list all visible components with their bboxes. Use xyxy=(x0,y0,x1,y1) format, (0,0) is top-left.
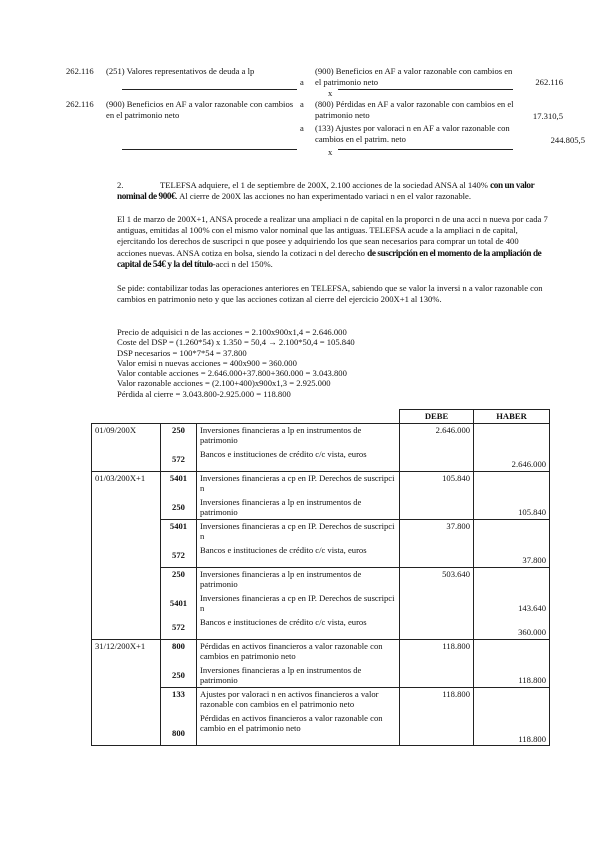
account-description: Inversiones financieras a cp en IP. Derechos de suscripci n xyxy=(200,592,395,613)
account-descriptions-cell xyxy=(197,519,400,567)
entry1-x-marker: x xyxy=(328,88,333,98)
problem-p2-bold: de suscripción en el momento de la ampliación de capital de 54€ y la del título xyxy=(117,247,542,269)
journal-date-empty xyxy=(92,687,161,746)
account-description: Inversiones financieras a lp en instrumentos de patrimonio xyxy=(200,664,362,685)
entry1-rule-right xyxy=(338,89,513,90)
debe-amount xyxy=(403,665,470,686)
account-description: Inversiones financieras a cp en IP. Derechos de suscripci n xyxy=(200,520,395,541)
journal-header-row xyxy=(92,410,550,424)
debe-amounts-cell xyxy=(400,471,474,519)
account-description: Pérdidas en activos financieros a valor razonable con cambios en patrimonio neto xyxy=(200,640,383,661)
account-description: Bancos e instituciones de crédito c/c vista, euros xyxy=(200,544,367,555)
debe-amounts-cell xyxy=(400,423,474,471)
journal-date: 01/03/200X+1 xyxy=(92,471,161,519)
problem-paragraph-1 xyxy=(117,180,549,202)
entry1-right-amount: 262.116 xyxy=(535,77,563,87)
debe-amount: 118.800 xyxy=(442,640,471,651)
debe-amount xyxy=(403,497,470,518)
haber-amount: 118.800 xyxy=(518,733,547,744)
journal-row xyxy=(92,519,550,567)
account-code: 5401 xyxy=(169,472,188,483)
journal-row xyxy=(92,567,550,639)
account-code: 572 xyxy=(172,621,185,632)
account-code: 572 xyxy=(172,453,185,464)
journal-header-blank xyxy=(92,410,400,424)
entry1-a-marker: a xyxy=(300,77,304,87)
haber-amount: 360.000 xyxy=(518,627,547,637)
debe-amount xyxy=(403,449,470,470)
account-code: 250 xyxy=(172,424,185,435)
account-code: 572 xyxy=(172,549,185,560)
problem-p2-text-end: -acci n del 150%. xyxy=(212,258,273,269)
debe-amount xyxy=(403,617,470,638)
account-code: 133 xyxy=(172,688,185,699)
haber-amount: 105.840 xyxy=(518,507,547,517)
entry1-right-text: (900) Beneficios en AF a valor razonable con cambios en el patrimonio neto xyxy=(315,66,513,87)
problem-number: 2. xyxy=(117,180,124,190)
entry1-rule-left xyxy=(122,89,297,90)
haber-amount: 118.800 xyxy=(518,675,547,685)
debe-amount: 105.840 xyxy=(442,472,471,483)
haber-amount: 143.640 xyxy=(518,603,547,613)
account-code: 250 xyxy=(172,501,185,512)
debe-amounts-cell xyxy=(400,567,474,639)
journal-date-empty xyxy=(92,519,161,567)
haber-amounts-cell xyxy=(474,471,550,519)
account-code: 800 xyxy=(172,640,185,651)
haber-amounts-cell xyxy=(474,567,550,639)
account-codes-cell xyxy=(161,423,197,471)
debe-amounts-cell xyxy=(400,639,474,687)
journal-table xyxy=(91,409,550,746)
debe-amounts-cell xyxy=(400,687,474,746)
debe-amount xyxy=(403,593,470,614)
haber-amounts-cell xyxy=(474,519,550,567)
calc-line: Valor razonable acciones = (2.100+400)x900x1,3 = 2.925.000 xyxy=(117,378,331,389)
haber-amount: 37.800 xyxy=(522,555,547,565)
account-description: Inversiones financieras a lp en instrumentos de patrimonio xyxy=(200,496,362,517)
entry2-x-marker: x xyxy=(328,147,333,157)
account-codes-cell xyxy=(161,687,197,746)
calc-line: Pérdida al cierre = 3.043.800-2.925.000 = 118.800 xyxy=(117,388,291,399)
calc-line: DSP necesarios = 100*7*54 = 37.800 xyxy=(117,347,247,358)
account-descriptions-cell xyxy=(197,639,400,687)
haber-amounts-cell xyxy=(474,687,550,746)
problem-p1-text-end: . Al cierre de 200X las acciones no han experimentado variaci n en el valor razonable. xyxy=(175,191,471,202)
problem-paragraph-2 xyxy=(117,214,549,270)
journal-date: 01/09/200X xyxy=(92,423,161,471)
account-description: Bancos e instituciones de crédito c/c vista, euros xyxy=(200,616,367,627)
calculations xyxy=(117,327,355,399)
journal-date-empty xyxy=(92,567,161,639)
debe-amount: 37.800 xyxy=(446,520,471,531)
journal-date: 31/12/200X+1 xyxy=(92,639,161,687)
account-codes-cell xyxy=(161,567,197,639)
haber-amount xyxy=(477,521,546,542)
problem-p1-bold: con un valor nominal de 900€ xyxy=(117,180,535,202)
entry1-left-amount: 262.116 xyxy=(66,66,94,76)
account-description: Inversiones financieras a lp en instrumentos de patrimonio xyxy=(200,424,362,445)
account-description: Inversiones financieras a cp en IP. Derechos de suscripci n xyxy=(200,472,395,493)
entry2-right-text-1: (800) Pérdidas en AF a valor razonable con cambios en el patrimonio neto xyxy=(315,99,514,120)
account-descriptions-cell xyxy=(197,687,400,746)
account-codes-cell xyxy=(161,471,197,519)
account-code: 250 xyxy=(172,568,185,579)
calc-line: Coste del DSP = (1.260*54) x 1.350 = 50,4 → 2.100*50,4 = 105.840 xyxy=(117,337,355,348)
account-code: 5401 xyxy=(169,597,188,608)
haber-header: HABER xyxy=(474,410,550,424)
entry2-a-marker-1: a xyxy=(300,99,304,109)
haber-amount xyxy=(477,569,546,590)
journal-row xyxy=(92,687,550,746)
account-descriptions-cell xyxy=(197,567,400,639)
account-description: Pérdidas en activos financieros a valor razonable con cambio en el patrimonio neto xyxy=(200,712,383,733)
account-description: Bancos e instituciones de crédito c/c vista, euros xyxy=(200,448,367,459)
account-code: 5401 xyxy=(169,520,188,531)
calc-line: Precio de adquisici n de las acciones = 2.100x900x1,4 = 2.646.000 xyxy=(117,327,347,337)
haber-amount xyxy=(477,425,546,446)
debe-amount xyxy=(403,545,470,566)
haber-amount xyxy=(477,689,546,721)
account-descriptions-cell xyxy=(197,423,400,471)
journal-row xyxy=(92,423,550,471)
entry2-right-text-2: (133) Ajustes por valoraci n en AF a valor razonable con cambios en el patrim. neto xyxy=(315,123,510,144)
account-description: Ajustes por valoraci n en activos financieros a valor razonable con cambios en el patrimonio neto xyxy=(200,688,379,709)
haber-amounts-cell xyxy=(474,639,550,687)
account-codes-cell xyxy=(161,519,197,567)
debe-header: DEBE xyxy=(400,410,474,424)
debe-amount xyxy=(403,723,470,744)
debe-amounts-cell xyxy=(400,519,474,567)
calc-line: Valor emisi n nuevas acciones = 400x900 = 360.000 xyxy=(117,357,297,368)
haber-amounts-cell xyxy=(474,423,550,471)
problem-p2-text: El 1 de marzo de 200X+1, ANSA procede a realizar una ampliaci n de capital en la proporci n de una acci n nueva por cada 7 antiguas, emitidas al 100% con el mismo valor nominal que las antiguas. TELEFSA acude a la ampliaci n de capital, ejercitando los derechos de suscripci n que posee y adquiriendo los que sean necesarios para comprar un total de 400 acciones nuevas. ANSA cotiza en bolsa, siendo la cotizaci n del derecho xyxy=(117,214,548,258)
debe-amount: 503.640 xyxy=(442,568,471,579)
account-codes-cell xyxy=(161,639,197,687)
calc-line: Valor contable acciones = 2.646.000+37.800+360.000 = 3.043.800 xyxy=(117,368,347,379)
haber-amount: 2.646.000 xyxy=(511,459,547,469)
entry1-left-text: (251) Valores representativos de deuda a lp xyxy=(106,66,255,76)
haber-amount xyxy=(477,641,546,662)
entry2-rule-left xyxy=(122,149,297,150)
debe-amount: 118.800 xyxy=(442,688,471,699)
account-description: Inversiones financieras a lp en instrumentos de patrimonio xyxy=(200,568,362,589)
haber-amount xyxy=(477,473,546,494)
entry2-right-amount-1: 17.310,5 xyxy=(532,111,563,121)
entry2-a-marker-2: a xyxy=(300,123,304,133)
problem-paragraph-3: Se pide: contabilizar todas las operaciones anteriores en TELEFSA, sabiendo que se valor la inversi n a valor razonable con cambios en patrimonio neto y que las acciones cotizan al cierre del ejercicio 200X+1 al 130%. xyxy=(117,283,543,305)
account-descriptions-cell xyxy=(197,471,400,519)
entry2-left-text: (900) Beneficios en AF a valor razonable con cambios en el patrimonio neto xyxy=(106,99,294,120)
entry2-rule-right xyxy=(338,149,513,150)
journal-row xyxy=(92,471,550,519)
journal-row xyxy=(92,639,550,687)
account-code: 250 xyxy=(172,669,185,680)
entry2-left-amount: 262.116 xyxy=(66,99,94,109)
debe-amount: 2.646.000 xyxy=(435,424,471,435)
problem-p1-text: TELEFSA adquiere, el 1 de septiembre de 200X, 2.100 acciones de la sociedad ANSA al 140% xyxy=(160,180,488,190)
account-code: 800 xyxy=(172,728,185,739)
entry2-right-amount-2: 244.805,5 xyxy=(550,135,585,145)
